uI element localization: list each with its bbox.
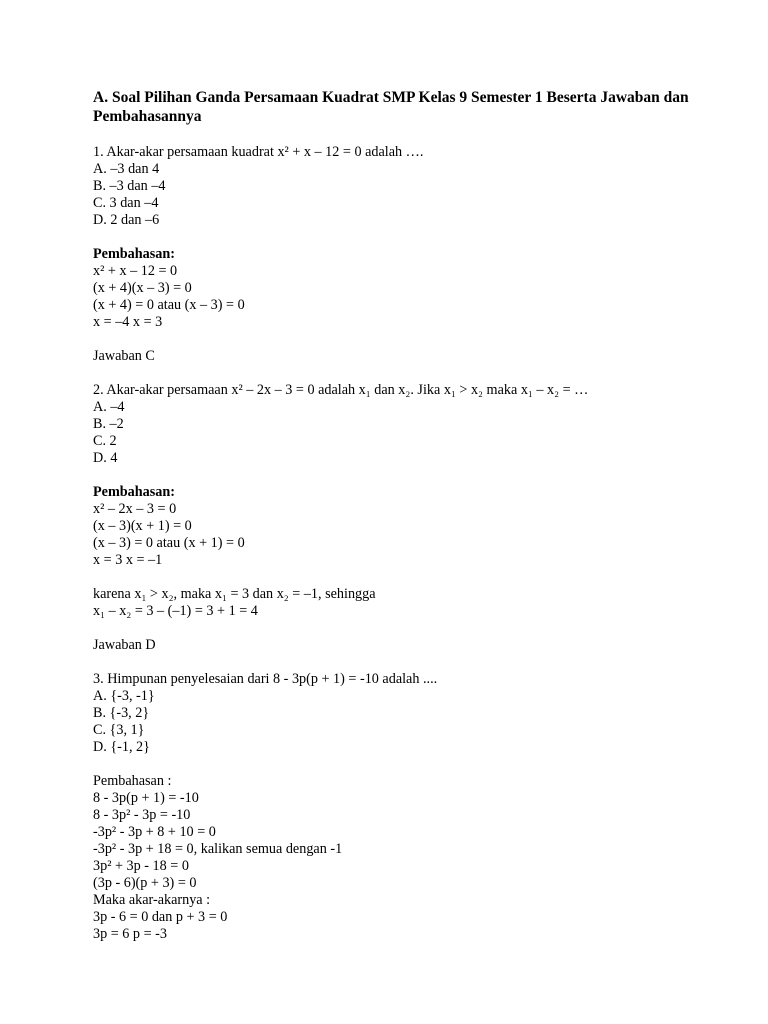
question-text: 2. Akar-akar persamaan x² – 2x – 3 = 0 adalah x₁ dan x₂. Jika x₁ > x₂ maka x₁ – x₂ = … <box>93 382 589 398</box>
solution-step: 3p - 6 = 0 dan p + 3 = 0 <box>93 909 228 925</box>
solution-step: 3p = 6 p = -3 <box>93 926 167 942</box>
option-b: B. {-3, 2} <box>93 705 150 721</box>
solution-step: Maka akar-akarnya : <box>93 892 211 908</box>
conclusion-text: karena x₁ > x₂, maka x₁ = 3 dan x₂ = –1, sehingga <box>93 586 376 602</box>
option-c: C. {3, 1} <box>93 722 145 738</box>
question-text: 3. Himpunan penyelesaian dari 8 - 3p(p + 1) = -10 adalah .... <box>93 671 438 687</box>
option-b: B. –3 dan –4 <box>93 178 166 194</box>
solution-step: (x + 4)(x – 3) = 0 <box>93 280 192 296</box>
solution-step: 8 - 3p(p + 1) = -10 <box>93 790 199 806</box>
discussion-heading: Pembahasan: <box>93 246 175 262</box>
solution-step: (x – 3) = 0 atau (x + 1) = 0 <box>93 535 245 551</box>
discussion-heading: Pembahasan: <box>93 484 175 500</box>
question-3 <box>93 671 733 943</box>
option-d: D. {-1, 2} <box>93 739 150 755</box>
document-page <box>93 88 733 943</box>
solution-step: (x – 3)(x + 1) = 0 <box>93 518 192 534</box>
solution-step: (3p - 6)(p + 3) = 0 <box>93 875 197 891</box>
question-2 <box>93 382 733 671</box>
question-1 <box>93 144 733 382</box>
option-b: B. –2 <box>93 416 124 432</box>
solution-step: x² – 2x – 3 = 0 <box>93 501 177 517</box>
solution-step: 8 - 3p² - 3p = -10 <box>93 807 191 823</box>
conclusion-text: x₁ – x₂ = 3 – (–1) = 3 + 1 = 4 <box>93 603 258 619</box>
solution-step: -3p² - 3p + 18 = 0, kalikan semua dengan -1 <box>93 841 343 857</box>
solution-step: x = –4 x = 3 <box>93 314 163 330</box>
option-a: A. {-3, -1} <box>93 688 155 704</box>
question-text: 1. Akar-akar persamaan kuadrat x² + x – 12 = 0 adalah …. <box>93 144 424 160</box>
document-title: A. Soal Pilihan Ganda Persamaan Kuadrat SMP Kelas 9 Semester 1 Beserta Jawaban dan Pembahasannya <box>93 89 689 125</box>
answer-text: Jawaban C <box>93 348 155 364</box>
option-c: C. 3 dan –4 <box>93 195 159 211</box>
solution-step: 3p² + 3p - 18 = 0 <box>93 858 189 874</box>
answer-text: Jawaban D <box>93 637 156 653</box>
solution-step: x² + x – 12 = 0 <box>93 263 178 279</box>
option-a: A. –3 dan 4 <box>93 161 160 177</box>
discussion-heading: Pembahasan : <box>93 773 172 789</box>
solution-step: x = 3 x = –1 <box>93 552 163 568</box>
solution-step: (x + 4) = 0 atau (x – 3) = 0 <box>93 297 245 313</box>
option-d: D. 2 dan –6 <box>93 212 160 228</box>
solution-step: -3p² - 3p + 8 + 10 = 0 <box>93 824 216 840</box>
option-c: C. 2 <box>93 433 117 449</box>
option-a: A. –4 <box>93 399 125 415</box>
option-d: D. 4 <box>93 450 118 466</box>
